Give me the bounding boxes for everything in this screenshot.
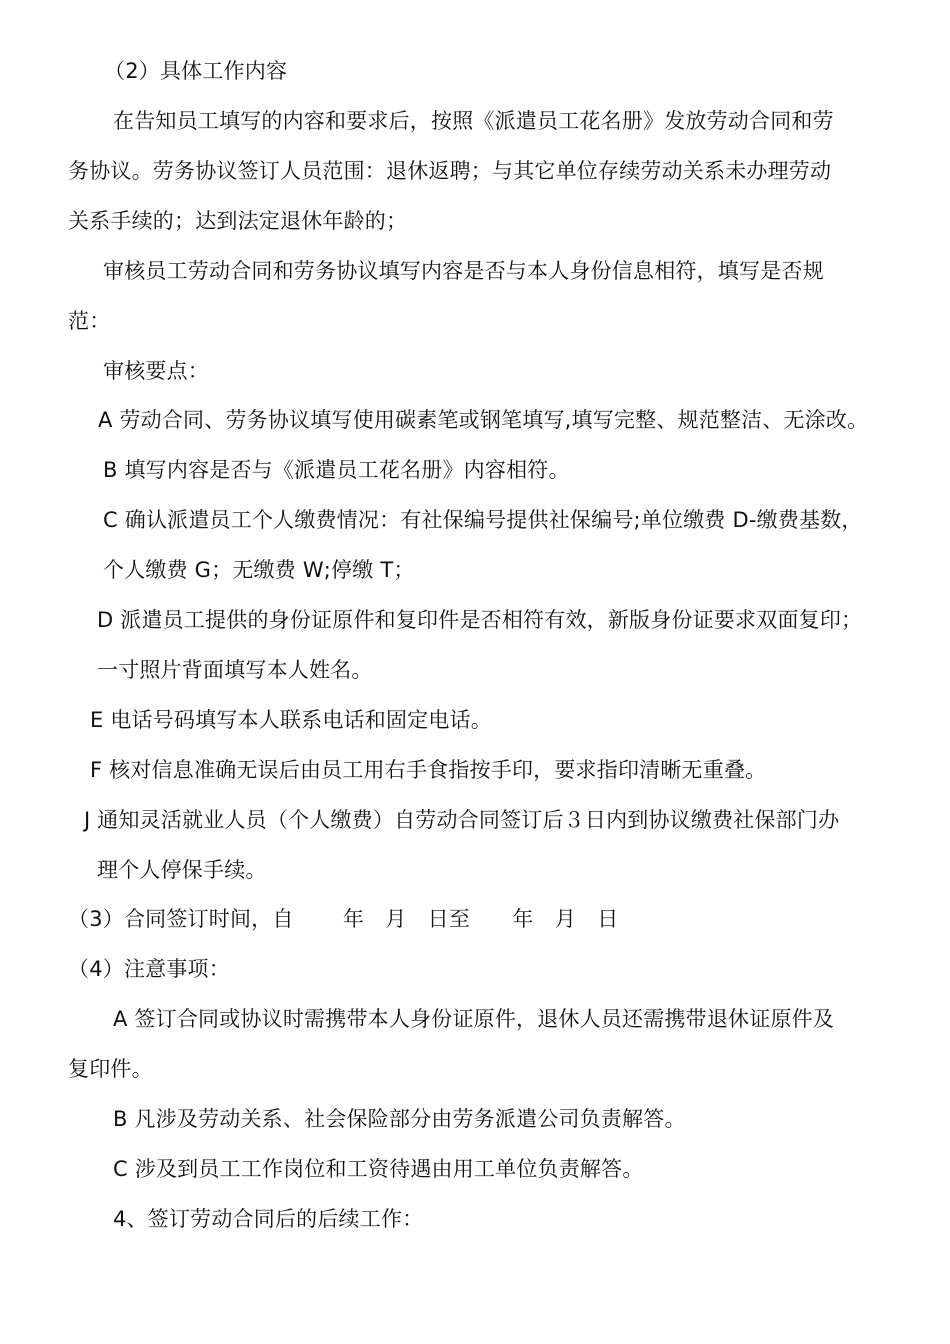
review-line-1: 审核员工劳动合同和劳务协议填写内容是否与本人身份信息相符，填写是否规 xyxy=(103,259,824,283)
section-4-heading: （4）注意事项： xyxy=(68,957,230,981)
section-2-intro-line-1: 在告知员工填写的内容和要求后，按照《派遣员工花名册》发放劳动合同和劳 xyxy=(113,109,834,133)
note-c: C 涉及到员工工作岗位和工资待遇由用工单位负责解答。 xyxy=(113,1157,644,1181)
review-points-heading: 审核要点： xyxy=(103,359,209,383)
note-a-line-2: 复印件。 xyxy=(68,1057,153,1081)
review-point-d-line-1: D 派遣员工提供的身份证原件和复印件是否相符有效，新版身份证要求双面复印； xyxy=(97,608,863,632)
section-2-heading: （2）具体工作内容 xyxy=(104,59,288,83)
note-b: B 凡涉及劳动关系、社会保险部分由劳务派遣公司负责解答。 xyxy=(113,1107,686,1131)
section-3-contract-signing-time: （3）合同签订时间，自 年 月 日至 年 月 日 xyxy=(68,907,619,931)
section-2-intro-line-2: 务协议。劳务协议签订人员范围：退休返聘；与其它单位存续劳动关系未办理劳动 xyxy=(68,159,832,183)
review-point-d-line-2: 一寸照片背面填写本人姓名。 xyxy=(97,658,373,682)
section-2-intro-line-3: 关系手续的；达到法定退休年龄的； xyxy=(68,209,408,233)
review-point-c-line-1: C 确认派遣员工个人缴费情况：有社保编号提供社保编号;单位缴费 D-缴费基数， xyxy=(103,508,863,532)
review-line-2: 范： xyxy=(68,309,111,333)
review-point-j-line-1: J 通知灵活就业人员（个人缴费）自劳动合同签订后３日内到协议缴费社保部门办 xyxy=(84,808,840,832)
review-point-j-line-2: 理个人停保手续。 xyxy=(97,858,267,882)
note-a-line-1: A 签订合同或协议时需携带本人身份证原件，退休人员还需携带退休证原件及 xyxy=(113,1007,835,1031)
next-section-heading: 4、签订劳动合同后的后续工作： xyxy=(113,1207,424,1231)
review-point-b: B 填写内容是否与《派遣员工花名册》内容相符。 xyxy=(103,458,570,482)
review-point-e: E 电话号码填写本人联系电话和固定电话。 xyxy=(90,708,492,732)
review-point-c-line-2: 个人缴费 G；无缴费 W;停缴 T； xyxy=(103,558,415,582)
review-point-f: F 核对信息准确无误后由员工用右手食指按手印，要求指印清晰无重叠。 xyxy=(90,758,767,782)
review-point-a: A 劳动合同、劳务协议填写使用碳素笔或钢笔填写,填写完整、规范整洁、无涂改。 xyxy=(98,408,869,432)
